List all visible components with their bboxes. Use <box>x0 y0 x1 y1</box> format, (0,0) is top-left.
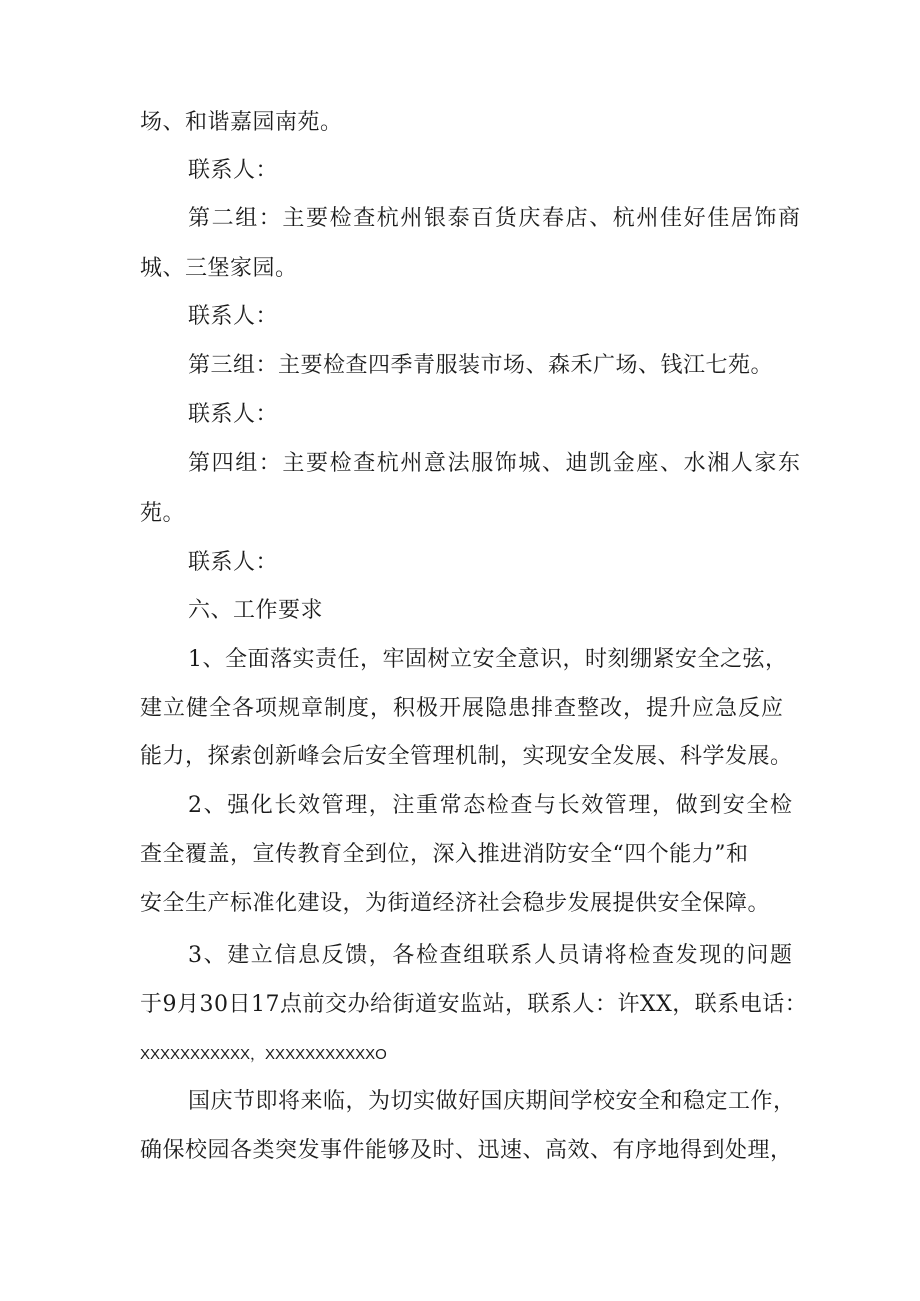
text-line: 确保校园各类突发事件能够及时、迅速、高效、有序地得到处理， <box>140 1138 793 1163</box>
text-line: 第四组：主要检查杭州意法服饰城、迪凯金座、水湘人家东 <box>188 451 802 476</box>
text-line: 第三组：主要检查四季青服装市场、森禾广场、钱江七苑。 <box>188 353 774 378</box>
section-heading: 六、工作要求 <box>188 598 324 623</box>
text-line: 查全覆盖，宣传教育全到位，深入推进消防安全“四个能力”和 <box>140 842 749 867</box>
text-line: 联系人： <box>188 550 279 575</box>
text-line: 场、和谐嘉园南苑。 <box>140 110 343 135</box>
text-line: 能力，探索创新峰会后安全管理机制，实现安全发展、科学发展。 <box>140 744 793 769</box>
text-line: 联系人： <box>188 158 279 183</box>
text-line: 建立健全各项规章制度，积极开展隐患排查整改，提升应急反应 <box>140 696 785 721</box>
text-line: 城、三堡家园。 <box>140 256 298 281</box>
text-line: 2、强化长效管理，注重常态检查与长效管理，做到安全检 <box>188 793 794 818</box>
phone-numbers: XXXXXXXXXXX，XXXXXXXXXXXO <box>140 1046 387 1063</box>
text-line: 3、建立信息反馈，各检查组联系人员请将检查发现的问题 <box>188 943 794 968</box>
text-line: 苑。 <box>140 501 186 526</box>
text-line: 于9月30日17点前交办给街道安监站，联系人：许XX，联系电话： <box>140 992 808 1017</box>
text-line: 联系人： <box>188 304 279 329</box>
text-line: 第二组：主要检查杭州银泰百货庆春店、杭州佳好佳居饰商 <box>188 206 802 231</box>
text-line: 联系人： <box>188 402 279 427</box>
text-line: 1、全面落实责任，牢固树立安全意识，时刻绷紧安全之弦， <box>188 647 788 672</box>
text-line: 安全生产标准化建设，为街道经济社会稳步发展提供安全保障。 <box>140 891 771 916</box>
text-line: 国庆节即将来临，为切实做好国庆期间学校安全和稳定工作， <box>188 1089 796 1114</box>
